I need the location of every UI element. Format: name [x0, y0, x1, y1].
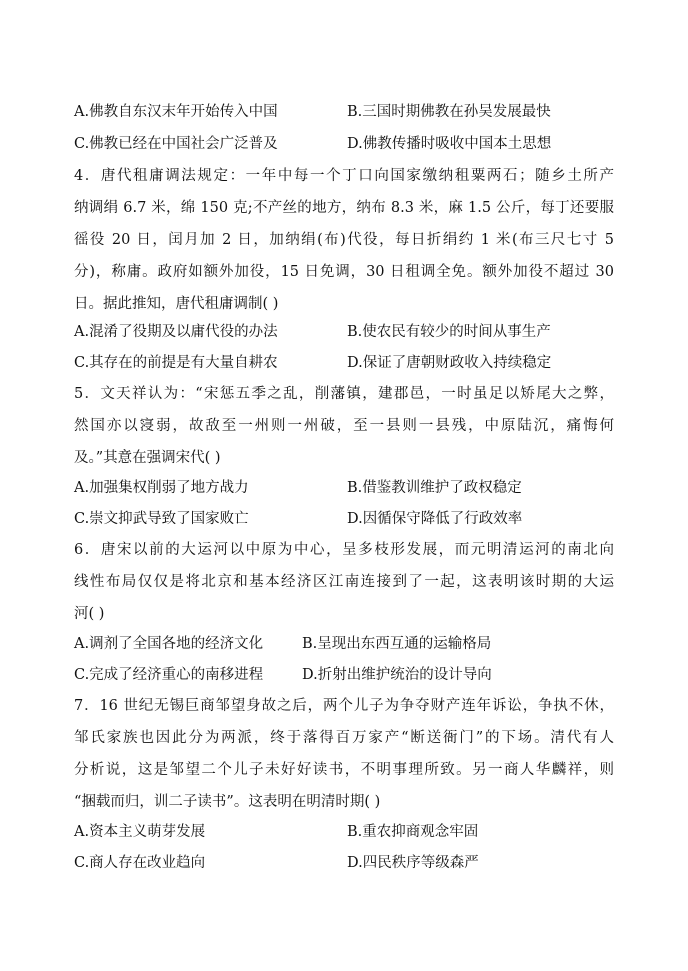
- q3-option-a: A.佛教自东汉末年开始传入中国: [74, 104, 278, 120]
- q5-option-b: B.借鉴教训维护了政权稳定: [347, 480, 522, 496]
- q4-option-d: D.保证了唐朝财政收入持续稳定: [347, 355, 552, 371]
- q7-option-b: B.重农抑商观念牢固: [347, 824, 479, 840]
- q4-stem-line-4: 分)，称庸。政府如额外加役，15 日免调，30 日租调全免。额外加役不超过 30: [74, 264, 614, 280]
- q7-option-d: D.四民秩序等级森严: [347, 855, 479, 871]
- q6-stem-line-3: 河( ): [74, 606, 105, 622]
- q7-stem-line-1: 7．16 世纪无锡巨商邹望身故之后，两个儿子为争夺财产连年诉讼，争执不休，: [74, 698, 614, 714]
- q7-stem-line-3: 分析说，这是邹望二个儿子未好好读书，不明事理所致。另一商人华麟祥，则: [74, 762, 614, 778]
- q7-option-c: C.商人存在改业趋向: [74, 855, 206, 871]
- q3-option-c: C.佛教已经在中国社会广泛普及: [74, 136, 278, 152]
- q7-option-a: A.资本主义萌芽发展: [74, 824, 206, 840]
- q5-option-a: A.加强集权削弱了地方战力: [74, 480, 249, 496]
- q4-stem-line-2: 纳调绢 6.7 米，绵 150 克;不产丝的地方，纳布 8.3 米，麻 1.5 公斤，每丁还要服: [74, 200, 614, 216]
- q6-stem-line-1: 6．唐宋以前的大运河以中原为中心，呈多枝形发展，而元明清运河的南北向: [74, 542, 614, 558]
- q3-option-b: B.三国时期佛教在孙吴发展最快: [347, 104, 551, 120]
- q4-option-b: B.使农民有较少的时间从事生产: [347, 324, 551, 340]
- q4-stem-line-5: 日。据此推知，唐代租庸调制( ): [74, 296, 279, 312]
- q4-stem-line-3: 徭役 20 日，闰月加 2 日，加纳绢(布)代役，每日折绢约 1 米(布三尺七寸 5: [74, 232, 614, 248]
- q5-stem-line-1: 5．文天祥认为：“宋惩五季之乱，削藩镇，建郡邑，一时虽足以矫尾大之弊，: [74, 386, 614, 402]
- q3-option-d: D.佛教传播时吸收中国本土思想: [347, 136, 552, 152]
- q5-stem-line-3: 及。”其意在强调宋代( ): [74, 450, 221, 466]
- q6-option-b: B.呈现出东西互通的运输格局: [302, 636, 492, 652]
- q6-option-c: C.完成了经济重心的南移进程: [74, 667, 264, 683]
- q4-stem-line-1: 4．唐代租庸调法规定：一年中每一个丁口向国家缴纳租粟两石；随乡土所产: [74, 168, 614, 184]
- q5-option-d: D.因循保守降低了行政效率: [347, 511, 523, 527]
- q6-option-a: A.调剂了全国各地的经济文化: [74, 636, 264, 652]
- q4-option-a: A.混淆了役期及以庸代役的办法: [74, 324, 278, 340]
- q7-stem-line-2: 邹氏家族也因此分为两派，终于落得百万家产“断送衙门”的下场。清代有人: [74, 730, 614, 746]
- q4-option-c: C.其存在的前提是有大量自耕农: [74, 355, 278, 371]
- q6-option-d: D.折射出维护统治的设计导向: [302, 667, 492, 683]
- q5-option-c: C.崇文抑武导致了国家败亡: [74, 511, 249, 527]
- q6-stem-line-2: 线性布局仅仅是将北京和基本经济区江南连接到了一起，这表明该时期的大运: [74, 574, 614, 590]
- q7-stem-line-4: “捆载而归，训二子读书”。这表明在明清时期( ): [74, 794, 381, 810]
- q5-stem-line-2: 然国亦以寖弱，故敌至一州则一州破，至一县则一县残，中原陆沉，痛悔何: [74, 418, 614, 434]
